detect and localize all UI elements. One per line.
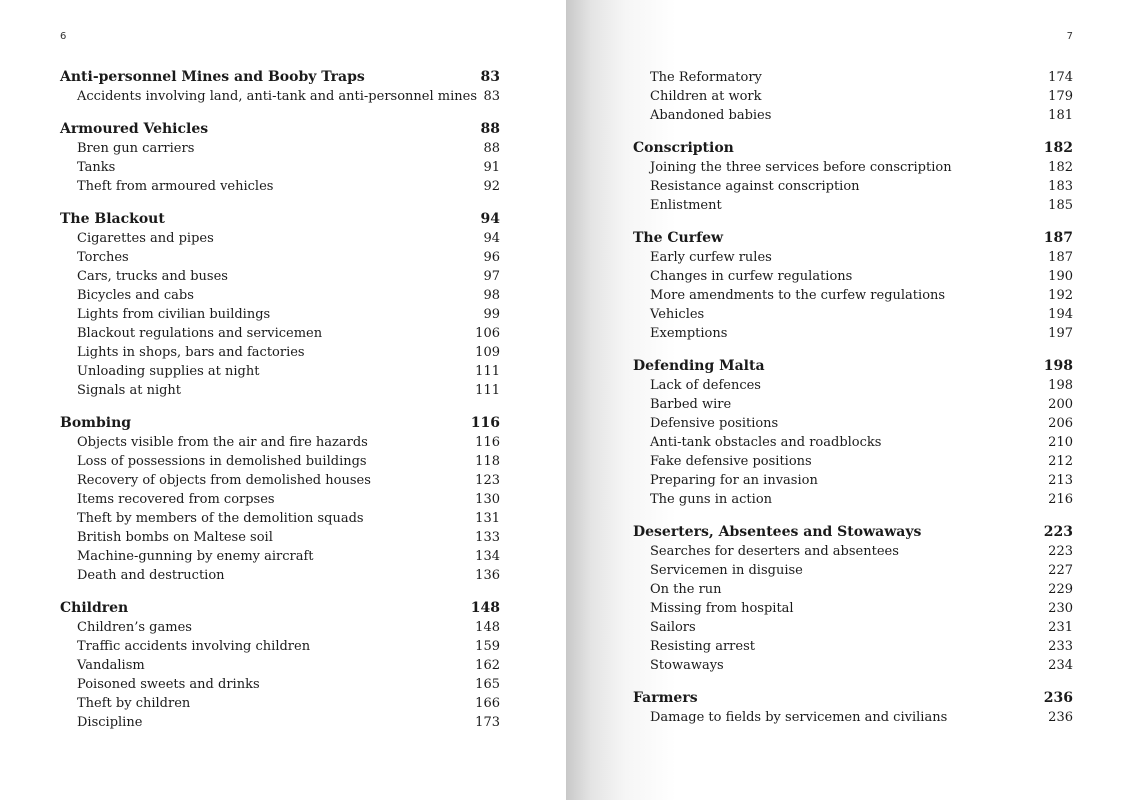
toc-entry — [60, 490, 500, 509]
toc-entry — [633, 561, 1073, 580]
toc-entry-page-number: 99 — [483, 307, 500, 322]
section-heading — [60, 68, 500, 87]
toc-entry-label: Theft by members of the demolition squads — [77, 511, 364, 526]
section-heading-label: The Curfew — [633, 230, 724, 246]
toc-entry-label: The guns in action — [650, 492, 773, 507]
toc-entry — [633, 490, 1073, 509]
toc-entry — [633, 708, 1073, 727]
right-page — [566, 0, 1133, 800]
toc-entry-label: Preparing for an invasion — [650, 473, 818, 488]
toc-entry — [633, 376, 1073, 395]
toc-entry-label: Resisting arrest — [650, 639, 755, 654]
toc-entry-page-number: 187 — [1048, 250, 1073, 265]
toc-entry — [633, 656, 1073, 675]
toc-entry-label: Enlistment — [650, 198, 722, 213]
toc-entry-page-number: 230 — [1048, 601, 1073, 616]
toc-entry — [60, 509, 500, 528]
toc-entry-page-number: 94 — [483, 231, 500, 246]
toc-entry-page-number: 118 — [475, 454, 500, 469]
toc-entry-page-number: 231 — [1048, 620, 1073, 635]
section-heading — [60, 210, 500, 229]
toc-entry — [633, 471, 1073, 490]
section-heading-page-number: 148 — [470, 600, 500, 616]
toc-entry-label: Abandoned babies — [650, 108, 772, 123]
toc-section — [60, 599, 500, 732]
table-of-contents — [633, 68, 1073, 727]
toc-entry-label: Damage to fields by servicemen and civilians — [650, 710, 948, 725]
toc-entry-page-number: 148 — [475, 620, 500, 635]
toc-entry-page-number: 136 — [475, 568, 500, 583]
toc-entry-page-number: 181 — [1048, 108, 1073, 123]
toc-entry-label: Joining the three services before conscription — [650, 160, 952, 175]
toc-entry-label: Signals at night — [77, 383, 182, 398]
toc-entry-page-number: 133 — [475, 530, 500, 545]
toc-entry-page-number: 106 — [475, 326, 500, 341]
toc-entry-label: Stowaways — [650, 658, 724, 673]
page-number: 6 — [60, 31, 67, 42]
section-heading-page-number: 116 — [470, 415, 500, 431]
toc-entry-label: Death and destruction — [77, 568, 225, 583]
section-heading — [633, 357, 1073, 376]
section-heading — [60, 414, 500, 433]
section-heading-label: Anti-personnel Mines and Booby Traps — [60, 69, 365, 85]
toc-section — [60, 120, 500, 196]
toc-section — [60, 68, 500, 106]
toc-entry — [60, 547, 500, 566]
toc-entry-page-number: 166 — [475, 696, 500, 711]
toc-entry-page-number: 182 — [1048, 160, 1073, 175]
table-of-contents — [60, 68, 500, 732]
toc-entry — [633, 305, 1073, 324]
toc-entry-label: Vandalism — [77, 658, 145, 673]
toc-entry-label: Searches for deserters and absentees — [650, 544, 899, 559]
toc-entry — [60, 528, 500, 547]
toc-entry-label: Exemptions — [650, 326, 728, 341]
toc-entry-label: Resistance against conscription — [650, 179, 860, 194]
toc-entry-page-number: 97 — [483, 269, 500, 284]
toc-entry — [633, 324, 1073, 343]
toc-entry — [633, 87, 1073, 106]
toc-entry-label: Changes in curfew regulations — [650, 269, 853, 284]
toc-entry — [60, 471, 500, 490]
toc-section — [633, 357, 1073, 509]
toc-entry — [633, 158, 1073, 177]
toc-entry-page-number: 123 — [475, 473, 500, 488]
toc-entry-label: Lights in shops, bars and factories — [77, 345, 305, 360]
section-heading-label: Defending Malta — [633, 358, 765, 374]
toc-entry-page-number: 194 — [1048, 307, 1073, 322]
toc-entry — [633, 68, 1073, 87]
toc-entry-label: Torches — [77, 250, 129, 265]
toc-entry-page-number: 197 — [1048, 326, 1073, 341]
toc-entry-page-number: 159 — [475, 639, 500, 654]
toc-entry-page-number: 200 — [1048, 397, 1073, 412]
toc-section — [633, 523, 1073, 675]
toc-entry-page-number: 223 — [1048, 544, 1073, 559]
left-page — [0, 0, 566, 800]
toc-entry-page-number: 174 — [1048, 70, 1073, 85]
toc-entry — [60, 618, 500, 637]
toc-entry-page-number: 179 — [1048, 89, 1073, 104]
toc-entry-label: Lights from civilian buildings — [77, 307, 271, 322]
toc-entry-label: Items recovered from corpses — [77, 492, 275, 507]
section-heading-page-number: 223 — [1043, 524, 1073, 540]
section-heading-page-number: 198 — [1043, 358, 1073, 374]
toc-entry-page-number: 227 — [1048, 563, 1073, 578]
section-heading-label: Deserters, Absentees and Stowaways — [633, 524, 922, 540]
toc-entry-label: Children at work — [650, 89, 762, 104]
section-heading-page-number: 88 — [480, 121, 500, 137]
toc-section — [60, 414, 500, 585]
toc-entry-page-number: 216 — [1048, 492, 1073, 507]
toc-entry-label: Theft by children — [77, 696, 191, 711]
toc-entry — [633, 286, 1073, 305]
toc-entry — [60, 452, 500, 471]
toc-entry-label: Barbed wire — [650, 397, 732, 412]
toc-entry — [633, 599, 1073, 618]
toc-entry-page-number: 88 — [483, 141, 500, 156]
toc-entry — [60, 324, 500, 343]
toc-entry — [60, 177, 500, 196]
toc-entry — [60, 381, 500, 400]
toc-entry — [60, 637, 500, 656]
section-heading-page-number: 182 — [1043, 140, 1073, 156]
toc-entry-page-number: 206 — [1048, 416, 1073, 431]
toc-entry-label: Blackout regulations and servicemen — [77, 326, 323, 341]
toc-entry-label: The Reformatory — [650, 70, 762, 85]
section-heading — [60, 120, 500, 139]
toc-entry — [633, 542, 1073, 561]
toc-entry-page-number: 162 — [475, 658, 500, 673]
toc-entry — [60, 229, 500, 248]
section-heading-page-number: 94 — [480, 211, 500, 227]
toc-entry-label: Objects visible from the air and fire hazards — [77, 435, 368, 450]
toc-entry-page-number: 98 — [483, 288, 500, 303]
toc-entry — [60, 139, 500, 158]
toc-entry-label: Sailors — [650, 620, 696, 635]
section-heading-label: Farmers — [633, 690, 698, 706]
section-heading-page-number: 236 — [1043, 690, 1073, 706]
toc-entry-label: Cars, trucks and buses — [77, 269, 228, 284]
toc-entry — [60, 305, 500, 324]
toc-entry-label: Tanks — [77, 160, 116, 175]
toc-entry-page-number: 131 — [475, 511, 500, 526]
toc-entry — [60, 675, 500, 694]
section-heading — [633, 689, 1073, 708]
toc-entry-page-number: 83 — [483, 89, 500, 104]
toc-entry — [60, 158, 500, 177]
toc-entry — [633, 618, 1073, 637]
toc-entry-label: Bicycles and cabs — [77, 288, 194, 303]
toc-entry-page-number: 91 — [483, 160, 500, 175]
toc-section — [60, 210, 500, 400]
toc-entry — [60, 343, 500, 362]
toc-entry-label: Servicemen in disguise — [650, 563, 803, 578]
toc-entry — [633, 248, 1073, 267]
toc-entry — [633, 106, 1073, 125]
toc-entry-label: Missing from hospital — [650, 601, 794, 616]
toc-entry — [60, 713, 500, 732]
toc-entry-page-number: 116 — [475, 435, 500, 450]
toc-entry-label: More amendments to the curfew regulations — [650, 288, 946, 303]
toc-entry-page-number: 111 — [475, 383, 500, 398]
toc-entry-label: Defensive positions — [650, 416, 779, 431]
section-heading — [633, 139, 1073, 158]
toc-entry-page-number: 192 — [1048, 288, 1073, 303]
toc-entry-page-number: 183 — [1048, 179, 1073, 194]
toc-entry-label: British bombs on Maltese soil — [77, 530, 273, 545]
toc-entry-label: Bren gun carriers — [77, 141, 195, 156]
toc-entry — [60, 566, 500, 585]
toc-entry-label: Lack of defences — [650, 378, 761, 393]
toc-entry-page-number: 92 — [483, 179, 500, 194]
toc-entry — [60, 694, 500, 713]
toc-entry-label: Cigarettes and pipes — [77, 231, 214, 246]
toc-entry-page-number: 109 — [475, 345, 500, 360]
toc-entry-page-number: 234 — [1048, 658, 1073, 673]
toc-entry-page-number: 130 — [475, 492, 500, 507]
toc-entry-page-number: 212 — [1048, 454, 1073, 469]
toc-section — [633, 229, 1073, 343]
toc-entry-label: Recovery of objects from demolished houses — [77, 473, 371, 488]
toc-entry-label: Early curfew rules — [650, 250, 772, 265]
toc-entry-page-number: 111 — [475, 364, 500, 379]
toc-entry-label: Theft from armoured vehicles — [77, 179, 274, 194]
toc-section-continued — [633, 68, 1073, 125]
toc-entry — [633, 452, 1073, 471]
section-heading-label: Bombing — [60, 415, 132, 431]
toc-entry-page-number: 229 — [1048, 582, 1073, 597]
toc-entry-page-number: 165 — [475, 677, 500, 692]
toc-entry-page-number: 185 — [1048, 198, 1073, 213]
toc-entry-label: Machine-gunning by enemy aircraft — [77, 549, 314, 564]
section-heading-label: Children — [60, 600, 129, 616]
section-heading-label: Armoured Vehicles — [60, 121, 209, 137]
toc-entry-label: Children’s games — [77, 620, 192, 635]
toc-entry-page-number: 190 — [1048, 269, 1073, 284]
toc-entry-label: Vehicles — [650, 307, 705, 322]
toc-entry-label: Anti-tank obstacles and roadblocks — [650, 435, 882, 450]
toc-entry — [60, 362, 500, 381]
section-heading — [633, 523, 1073, 542]
toc-entry — [633, 267, 1073, 286]
toc-entry — [60, 433, 500, 452]
toc-entry-label: Poisoned sweets and drinks — [77, 677, 260, 692]
toc-entry — [633, 395, 1073, 414]
toc-entry-label: Unloading supplies at night — [77, 364, 260, 379]
toc-entry-page-number: 210 — [1048, 435, 1073, 450]
toc-entry — [633, 433, 1073, 452]
toc-entry-label: Discipline — [77, 715, 143, 730]
toc-entry — [633, 177, 1073, 196]
toc-entry-label: Fake defensive positions — [650, 454, 812, 469]
toc-entry-label: Traffic accidents involving children — [77, 639, 311, 654]
section-heading-page-number: 187 — [1043, 230, 1073, 246]
toc-entry — [60, 248, 500, 267]
toc-entry-page-number: 134 — [475, 549, 500, 564]
toc-entry — [60, 656, 500, 675]
toc-entry-label: On the run — [650, 582, 722, 597]
page-number: 7 — [1066, 31, 1073, 42]
section-heading-label: The Blackout — [60, 211, 165, 227]
toc-entry — [633, 196, 1073, 215]
toc-entry — [633, 637, 1073, 656]
toc-entry — [633, 414, 1073, 433]
toc-section — [633, 139, 1073, 215]
section-heading — [633, 229, 1073, 248]
toc-entry-label: Accidents involving land, anti-tank and anti-personnel mines — [77, 89, 477, 104]
toc-entry-page-number: 198 — [1048, 378, 1073, 393]
toc-entry — [60, 87, 500, 106]
section-heading-label: Conscription — [633, 140, 734, 156]
toc-entry-page-number: 236 — [1048, 710, 1073, 725]
toc-entry — [60, 267, 500, 286]
toc-entry-label: Loss of possessions in demolished buildings — [77, 454, 367, 469]
toc-entry — [60, 286, 500, 305]
toc-entry-page-number: 213 — [1048, 473, 1073, 488]
toc-section — [633, 689, 1073, 727]
toc-entry — [633, 580, 1073, 599]
toc-entry-page-number: 96 — [483, 250, 500, 265]
toc-entry-page-number: 233 — [1048, 639, 1073, 654]
section-heading-page-number: 83 — [480, 69, 500, 85]
section-heading — [60, 599, 500, 618]
toc-entry-page-number: 173 — [475, 715, 500, 730]
